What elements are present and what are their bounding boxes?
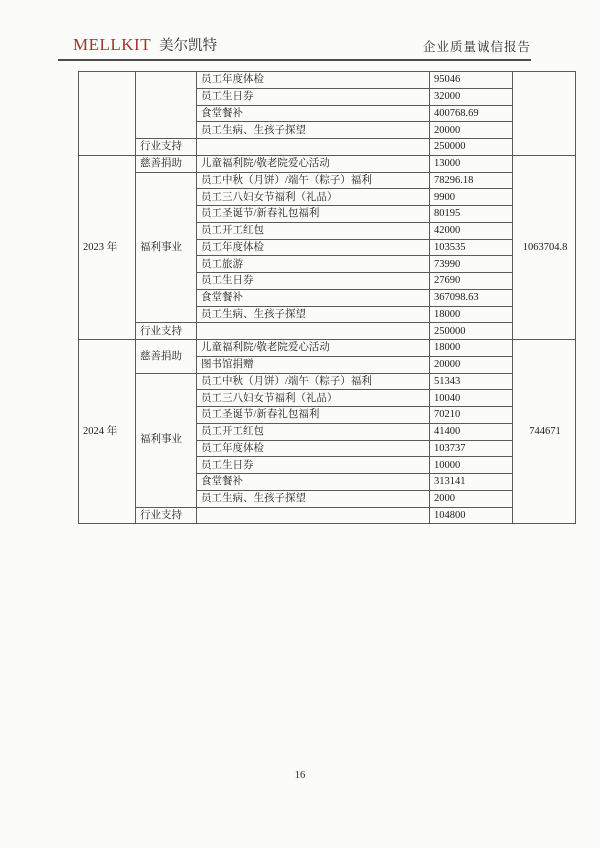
value-cell: 80195	[430, 206, 513, 223]
item-cell: 员工三八妇女节福利（礼品）	[197, 189, 430, 206]
item-cell: 食堂餐补	[197, 289, 430, 306]
item-cell: 员工旅游	[197, 256, 430, 273]
category-cell: 福利事业	[136, 373, 197, 507]
report-table	[78, 71, 576, 524]
table-row	[79, 172, 576, 189]
total-cell: 744671	[513, 340, 576, 524]
category-cell: 慈善捐助	[136, 155, 197, 172]
total-cell: 1063704.8	[513, 155, 576, 339]
item-cell: 儿童福利院/敬老院爱心活动	[197, 155, 430, 172]
table-row	[79, 72, 576, 89]
item-cell: 员工年度体检	[197, 239, 430, 256]
item-cell	[197, 139, 430, 156]
year-cell	[79, 72, 136, 156]
item-cell: 员工开工红包	[197, 423, 430, 440]
table-row	[79, 507, 576, 524]
value-cell: 32000	[430, 88, 513, 105]
item-cell: 员工三八妇女节福利（礼品）	[197, 390, 430, 407]
value-cell: 70210	[430, 407, 513, 424]
value-cell: 104800	[430, 507, 513, 524]
table-row	[79, 155, 576, 172]
value-cell: 51343	[430, 373, 513, 390]
value-cell: 18000	[430, 340, 513, 357]
item-cell: 员工开工红包	[197, 222, 430, 239]
value-cell: 313141	[430, 474, 513, 491]
item-cell: 员工圣诞节/新春礼包福利	[197, 407, 430, 424]
item-cell: 图书馆捐赠	[197, 356, 430, 373]
brand-name-cn: 美尔凯特	[159, 38, 218, 54]
table-row	[79, 139, 576, 156]
item-cell: 员工年度体检	[197, 440, 430, 457]
category-cell: 行业支持	[136, 507, 197, 524]
category-cell: 行业支持	[136, 139, 197, 156]
item-cell	[197, 323, 430, 340]
value-cell: 250000	[430, 139, 513, 156]
brand	[73, 34, 217, 55]
item-cell: 员工圣诞节/新春礼包福利	[197, 206, 430, 223]
value-cell: 250000	[430, 323, 513, 340]
item-cell: 员工生病、生孩子探望	[197, 306, 430, 323]
item-cell: 员工中秋（月饼）/端午（粽子）福利	[197, 172, 430, 189]
document-title: 企业质量诚信报告	[422, 40, 531, 54]
item-cell: 员工生病、生孩子探望	[197, 122, 430, 139]
report-table-container	[78, 71, 576, 524]
item-cell: 食堂餐补	[197, 474, 430, 491]
item-cell: 儿童福利院/敬老院爱心活动	[197, 340, 430, 357]
category-cell	[136, 72, 197, 139]
item-cell: 员工生日券	[197, 88, 430, 105]
page-header	[58, 34, 531, 61]
total-cell	[513, 72, 576, 156]
item-cell	[197, 507, 430, 524]
value-cell: 20000	[430, 122, 513, 139]
item-cell: 员工生日券	[197, 457, 430, 474]
brand-logo-text: MELLKIT	[73, 35, 152, 54]
category-cell: 慈善捐助	[136, 340, 197, 374]
item-cell: 员工生病、生孩子探望	[197, 490, 430, 507]
table-row	[79, 323, 576, 340]
value-cell: 400768.69	[430, 105, 513, 122]
item-cell: 员工生日券	[197, 273, 430, 290]
category-cell: 行业支持	[136, 323, 197, 340]
page-number: 16	[294, 770, 306, 781]
value-cell: 73990	[430, 256, 513, 273]
value-cell: 27690	[430, 273, 513, 290]
value-cell: 42000	[430, 222, 513, 239]
value-cell: 78296.18	[430, 172, 513, 189]
value-cell: 103535	[430, 239, 513, 256]
table-row	[79, 373, 576, 390]
value-cell: 41400	[430, 423, 513, 440]
value-cell: 103737	[430, 440, 513, 457]
item-cell: 食堂餐补	[197, 105, 430, 122]
year-cell: 2024 年	[79, 340, 136, 524]
page-footer	[0, 770, 600, 781]
value-cell: 20000	[430, 356, 513, 373]
value-cell: 10040	[430, 390, 513, 407]
table-row	[79, 340, 576, 357]
year-cell: 2023 年	[79, 155, 136, 339]
report-table-body	[79, 72, 576, 524]
category-cell: 福利事业	[136, 172, 197, 323]
value-cell: 10000	[430, 457, 513, 474]
value-cell: 95046	[430, 72, 513, 89]
value-cell: 13000	[430, 155, 513, 172]
item-cell: 员工年度体检	[197, 72, 430, 89]
value-cell: 18000	[430, 306, 513, 323]
item-cell: 员工中秋（月饼）/端午（粽子）福利	[197, 373, 430, 390]
value-cell: 9900	[430, 189, 513, 206]
value-cell: 367098.63	[430, 289, 513, 306]
value-cell: 2000	[430, 490, 513, 507]
